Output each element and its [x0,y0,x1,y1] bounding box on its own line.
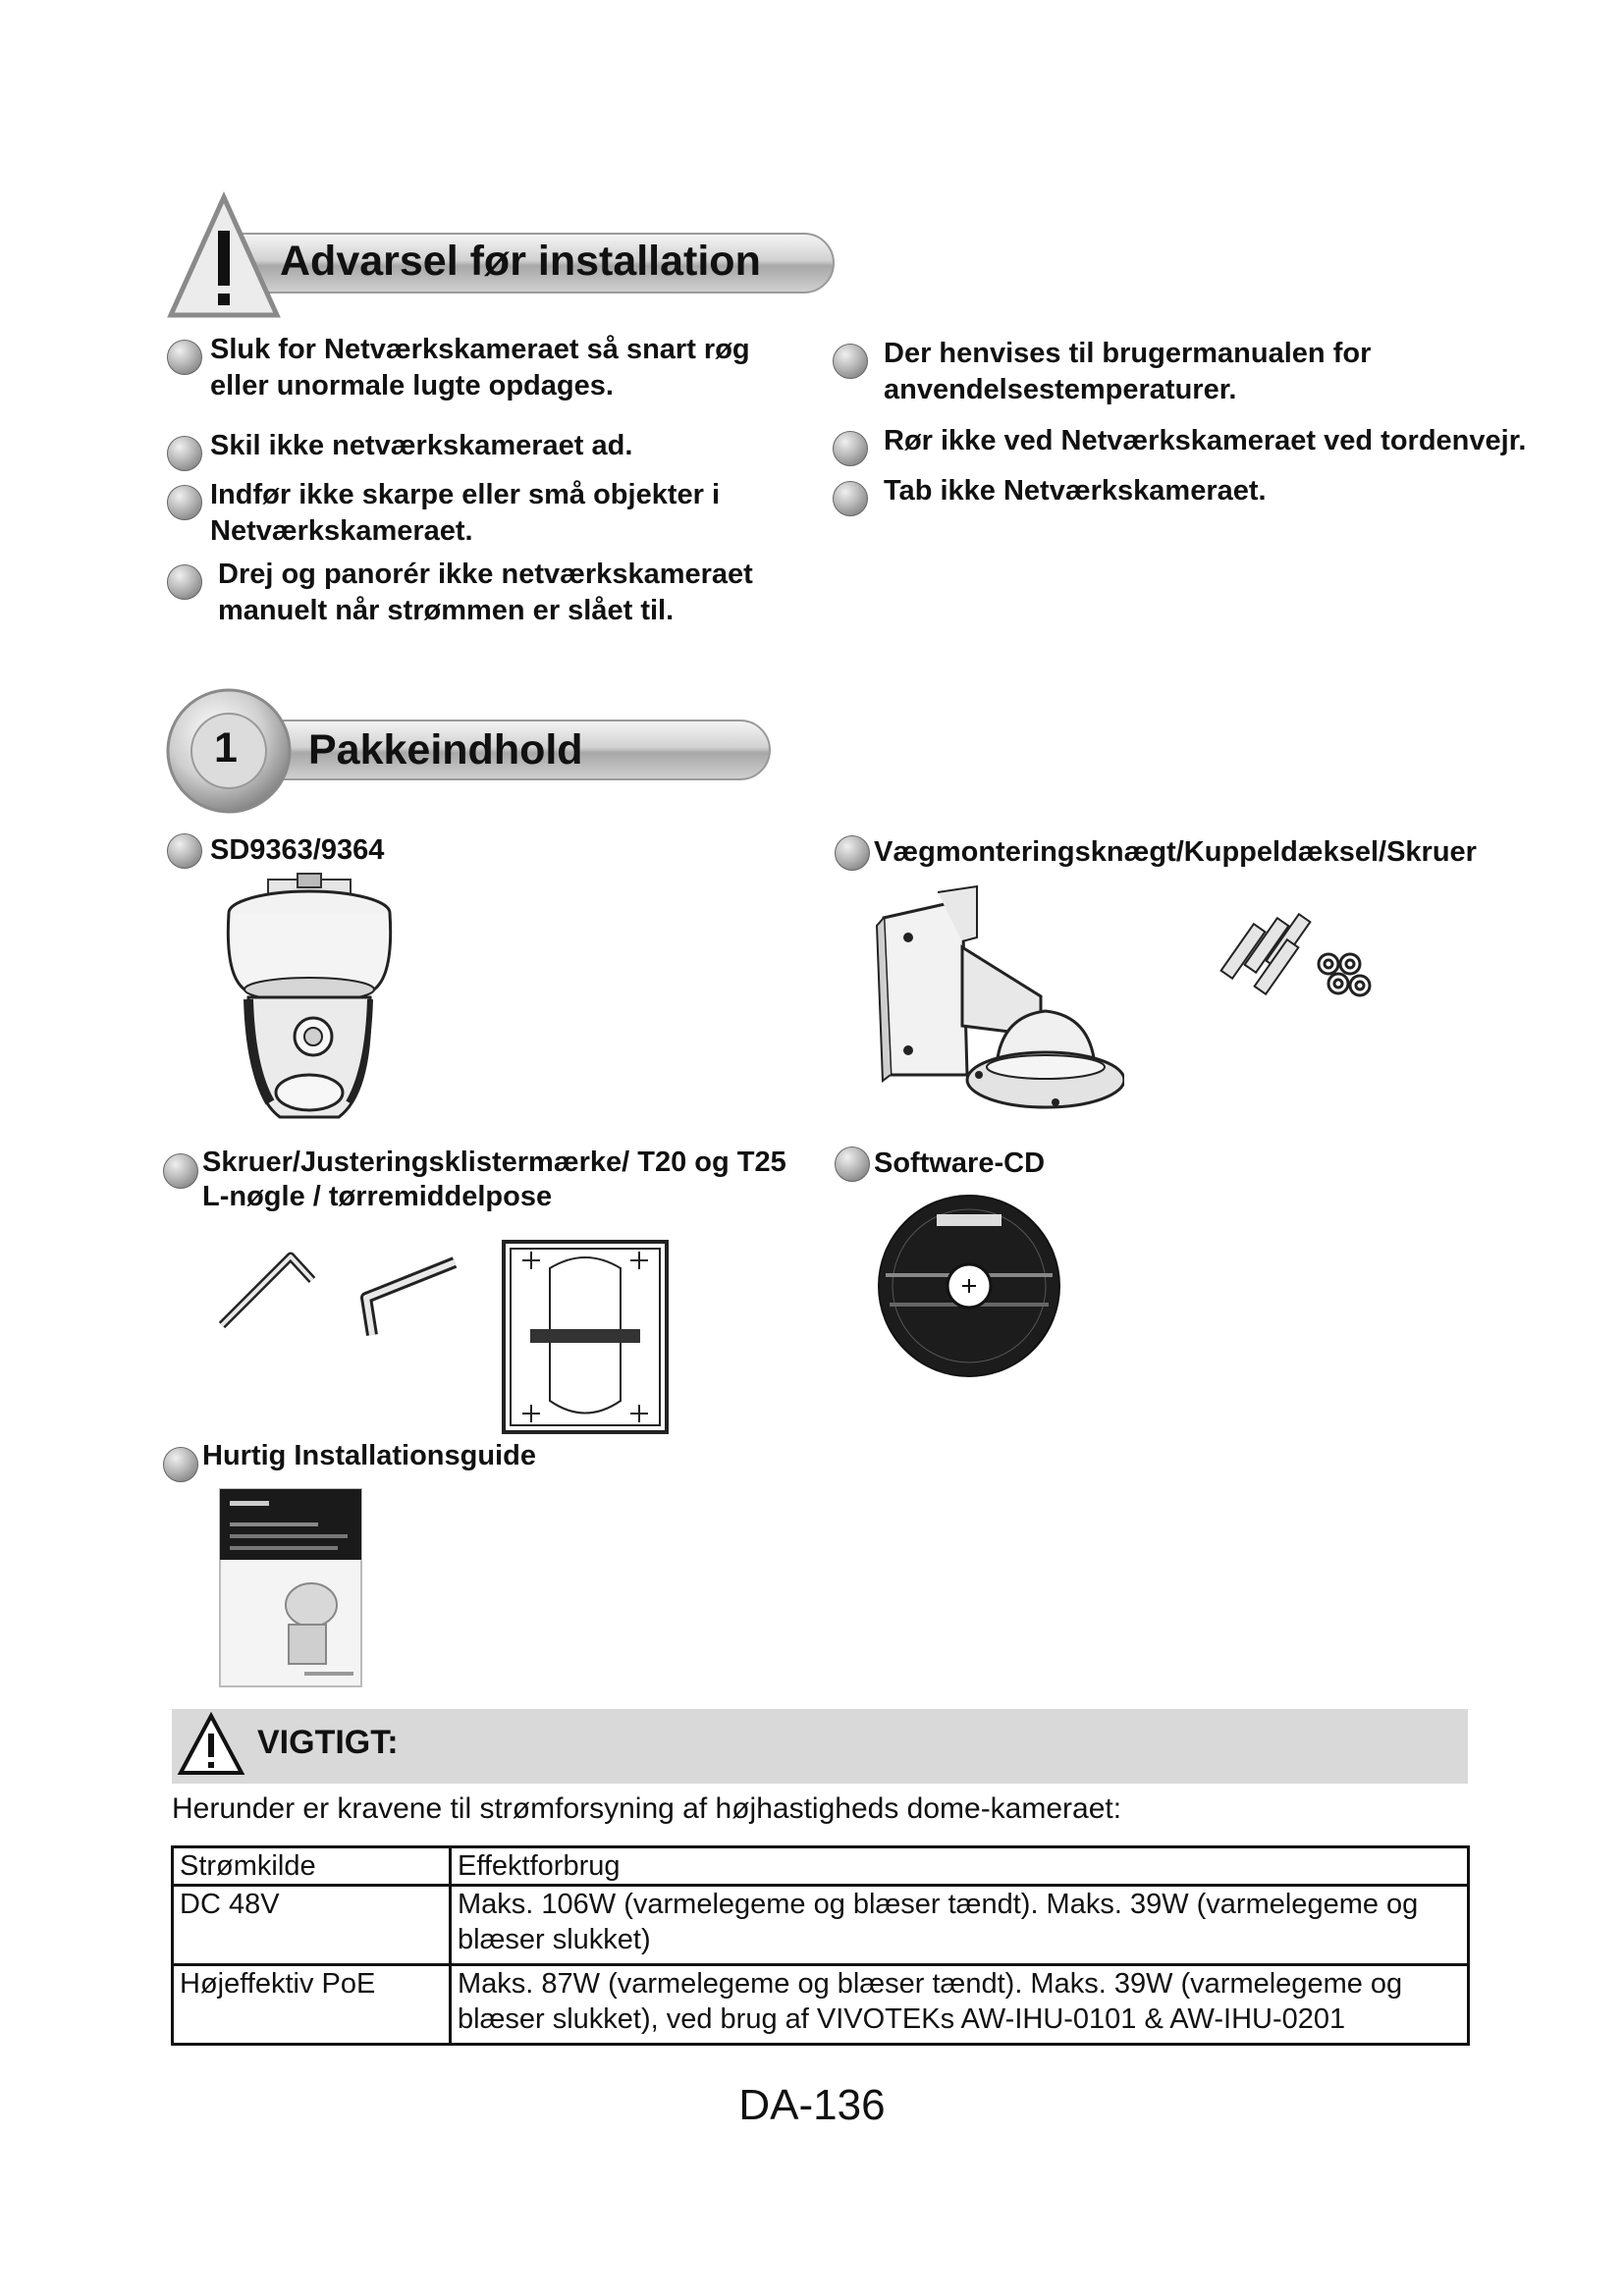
package-item-camera: SD9363/9364 [167,833,384,869]
l-key-wrench-icon [339,1253,466,1351]
power-requirements-table [171,1845,1470,2046]
warning-item: Skil ikke netværkskameraet ad. [167,428,795,471]
screws-washers-illustration [1213,903,1389,1021]
bullet-icon [833,481,868,516]
table-cell: Maks. 106W (varmelegeme og blæser tændt). Maks. 39W (varmelegeme og blæser slukket) [451,1886,1469,1965]
warning-triangle-icon [165,191,283,321]
table-row [173,1965,1469,2045]
warning-item: Der henvises til brugermanualen for anvendelsestemperaturer. [833,336,1461,408]
table-cell: DC 48V [173,1886,451,1965]
page-number: DA-136 [738,2081,886,2129]
bullet-icon [167,340,202,375]
package-item-cd: Software-CD [835,1147,1045,1182]
bullet-icon [835,1147,870,1182]
dome-camera-illustration [211,872,407,1137]
alignment-sticker-illustration [501,1239,670,1435]
bullet-icon [167,485,202,520]
warning-item: Sluk for Netværkskameraet så snart røg eller unormale lugte opdages. [167,332,795,404]
table-header-cell: Strømkilde [173,1847,451,1886]
bullet-icon [167,564,202,600]
package-item-guide: Hurtig Installationsguide [163,1439,536,1482]
package-item-bracket: Vægmonteringsknægt/Kuppeldæksel/Skruer [835,835,1477,871]
warning-item: Rør ikke ved Netværkskameraet ved tordenvejr. [833,423,1540,466]
package-item-tools: Skruer/Justeringsklistermærke/ T20 og T25 L-nøgle / tørremiddelpose [163,1146,791,1214]
bullet-icon [835,835,870,871]
quick-guide-booklet-illustration [218,1487,363,1688]
bullet-icon [833,431,868,466]
table-header-row [173,1847,1469,1886]
bullet-icon [163,1153,198,1189]
wall-bracket-illustration [869,879,1124,1144]
warning-item: Drej og panorér ikke netværkskameraet manuelt når strømmen er slået til. [167,557,795,629]
important-heading: VIGTIGT: [257,1724,399,1761]
software-cd-illustration [876,1193,1062,1379]
warning-title: Advarsel før installation [280,238,761,285]
warning-item: Tab ikke Netværkskameraet. [833,473,1461,516]
table-cell: Højeffektiv PoE [173,1965,451,2045]
bullet-icon [163,1447,198,1482]
table-row [173,1886,1469,1965]
warning-item: Indfør ikke skarpe eller små objekter i Netværkskameraet. [167,477,795,550]
l-key-wrench-icon [214,1247,322,1335]
bullet-icon [167,833,202,869]
bullet-icon [167,436,202,471]
bullet-icon [833,344,868,379]
table-cell: Maks. 87W (varmelegeme og blæser tændt). Maks. 39W (varmelegeme og blæser slukket), ved brug af VIVOTEKs AW-IHU-0101 & AW-IHU-0201 [451,1965,1469,2045]
table-header-cell: Effektforbrug [451,1847,1469,1886]
important-intro: Herunder er kravene til strømforsyning af højhastigheds dome-kameraet: [172,1792,1122,1825]
package-title: Pakkeindhold [308,726,583,774]
section-number: 1 [214,724,238,772]
warning-triangle-icon [177,1712,245,1777]
